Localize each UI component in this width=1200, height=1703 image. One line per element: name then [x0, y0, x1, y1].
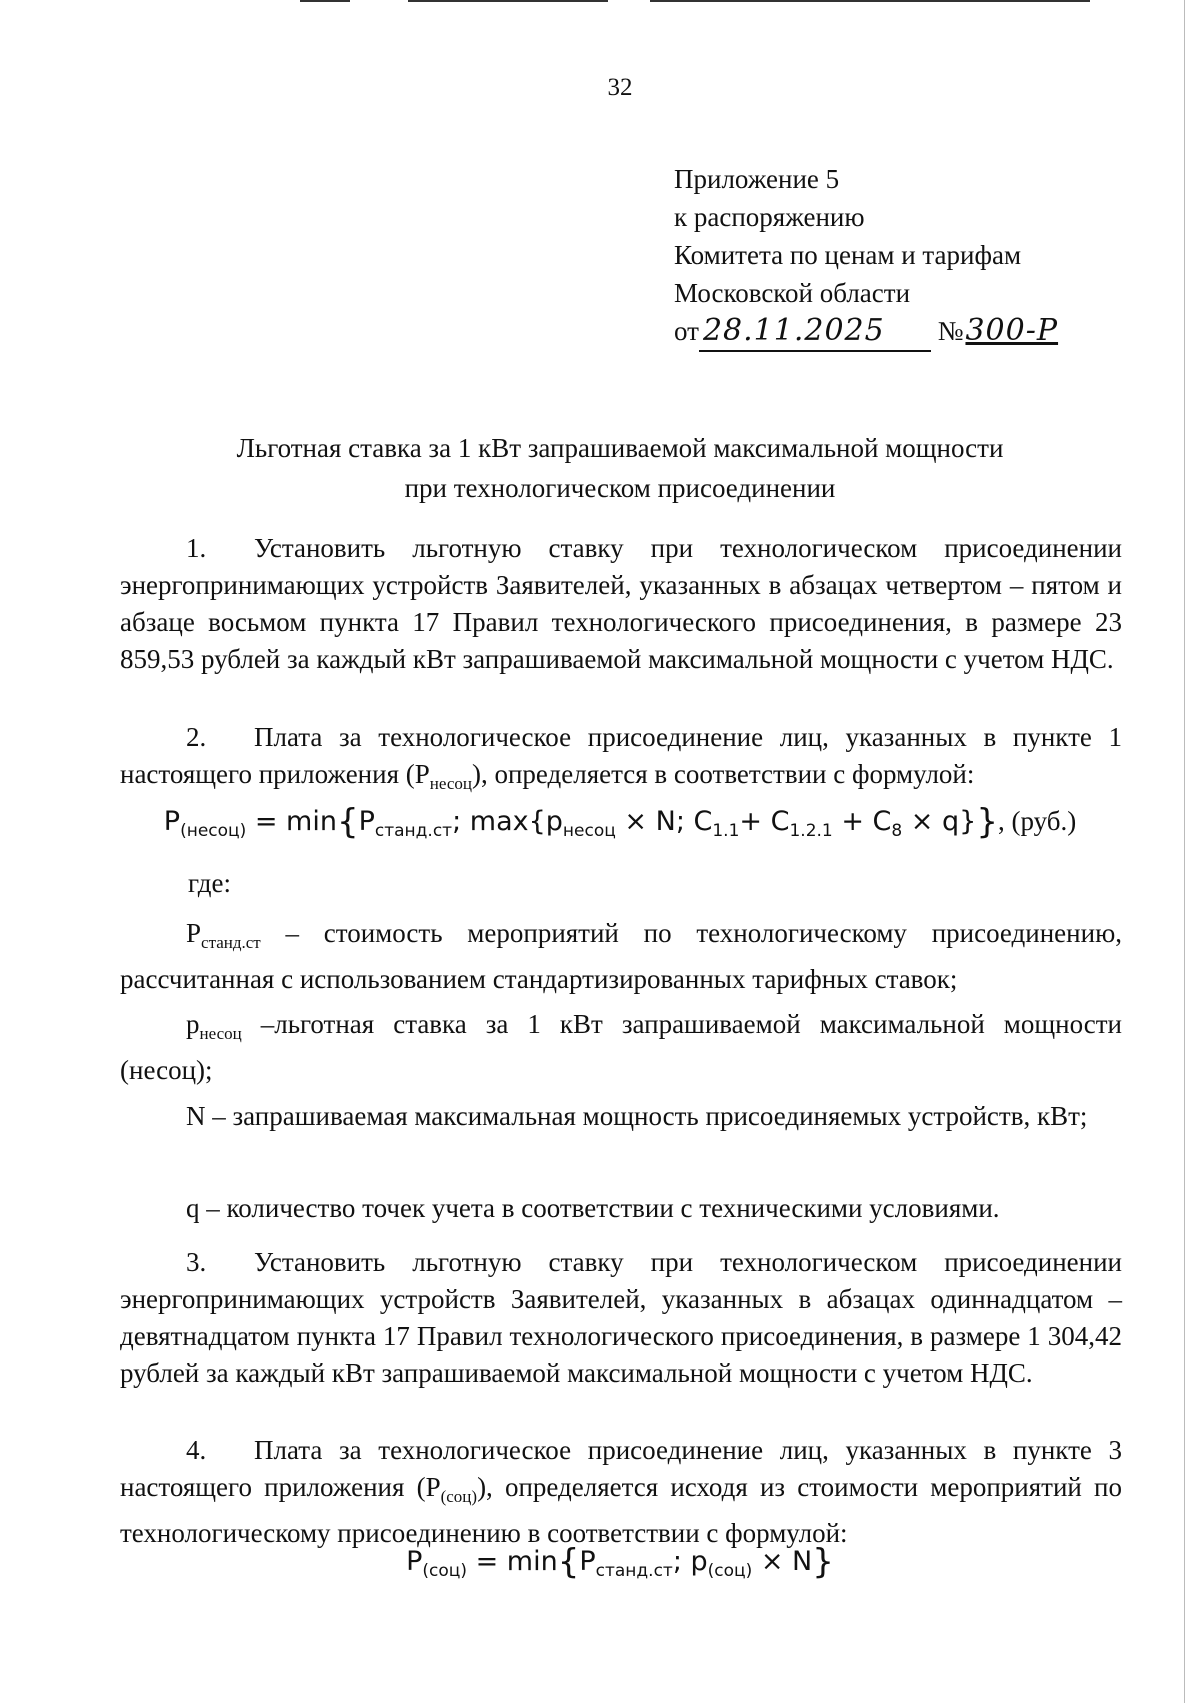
formula-symbol: P — [406, 1546, 423, 1577]
formula-social — [0, 1542, 1200, 1582]
where-text: где: — [188, 868, 231, 898]
formula-text: = min — [466, 1546, 558, 1577]
appendix-line: к распоряжению — [674, 202, 865, 232]
appendix-header — [674, 160, 1058, 352]
paragraph-text: Плата за технологическое присоединение лиц, указанных в пункте 1 настоящего приложения (Р — [120, 722, 1122, 789]
definition-text: – стоимость мероприятий по технологическому присоединению, рассчитанная с использованием стандартизированных тарифных ставок; — [120, 918, 1122, 994]
definition-text: q – количество точек учета в соответствии с техническими условиями. — [186, 1193, 1000, 1223]
definition-subscript: несоц — [199, 1024, 242, 1043]
formula-symbol: P — [579, 1546, 596, 1577]
paragraph-2 — [120, 719, 1122, 802]
formula-text: ; max{p — [452, 806, 563, 837]
formula-brace: } — [976, 802, 998, 842]
paragraph-number: 2. — [186, 722, 207, 752]
paragraph-number: 4. — [186, 1435, 207, 1465]
formula-subscript: (соц) — [422, 1561, 467, 1581]
where-label — [188, 865, 388, 902]
scan-artifact-top — [650, 0, 1090, 2]
paragraph-number: 3. — [186, 1247, 207, 1277]
definition-subscript: станд.ст — [201, 933, 261, 952]
formula-subscript: 1.2.1 — [789, 821, 833, 841]
formula-symbol: P — [358, 806, 375, 837]
formula-brace: { — [557, 1542, 580, 1582]
appendix-line: Московской области — [674, 278, 911, 308]
definition-symbol: Р — [186, 918, 202, 948]
formula-nonsocial — [0, 802, 1200, 842]
paragraph-3 — [120, 1244, 1122, 1392]
paragraph-text: Установить льготную ставку при технологическом присоединении энергопринимающих устройств Заявителей, указанных в абзацах четвертом – пятом и абзаце восьмом пункта 17 Правил технологического присоединения, в размере 23 859,53 рублей за каждый кВт запрашиваемой максимальной мощности с учетом НДС. — [120, 533, 1122, 674]
formula-brace: { — [336, 802, 359, 842]
formula-brace: } — [812, 1542, 834, 1582]
definition-p-nonsocial — [120, 1006, 1122, 1089]
formula-subscript: станд.ст — [374, 821, 453, 841]
title-line: при технологическом присоединении — [404, 473, 836, 503]
scan-artifact-top — [300, 0, 350, 2]
definition-q — [120, 1190, 1122, 1227]
paragraph-4 — [120, 1432, 1122, 1552]
scan-artifact-right — [1184, 0, 1185, 1703]
paragraph-1 — [120, 530, 1122, 678]
formula-text: = min — [246, 806, 337, 837]
formula-subscript: (соц) — [707, 1561, 753, 1581]
formula-text: + C — [832, 806, 892, 837]
title-line: Льготная ставка за 1 кВт запрашиваемой максимальной мощности — [236, 433, 1004, 463]
appendix-date-number — [674, 312, 1058, 352]
formula-text: ; p — [672, 1546, 708, 1577]
definition-text: N – запрашиваемая максимальная мощность присоединяемых устройств, кВт; — [186, 1101, 1088, 1131]
definition-text: –льготная ставка за 1 кВт запрашиваемой максимальной мощности (несоц); — [120, 1009, 1122, 1085]
formula-text: + C — [739, 806, 790, 837]
subscript: несоц — [429, 774, 472, 793]
formula-subscript: (несоц) — [180, 821, 247, 841]
handwritten-number: 300-Р — [965, 313, 1059, 348]
document-title — [100, 428, 1140, 508]
definition-symbol: р — [186, 1009, 200, 1039]
formula-subscript: станд.ст — [595, 1561, 673, 1581]
paragraph-text: ), определяется исходя из стоимости мероприятий по технологическому присоединению в соответствии с формулой: — [120, 1472, 1122, 1548]
scan-artifact-top — [408, 0, 608, 2]
formula-subscript: несоц — [562, 821, 616, 841]
formula-subscript: 8 — [891, 821, 903, 841]
paragraph-number: 1. — [186, 533, 207, 563]
formula-text: × N — [752, 1546, 813, 1577]
formula-text: × N; C — [615, 806, 713, 837]
definition-p-standard — [120, 915, 1122, 998]
number-prefix: № — [937, 316, 964, 346]
handwritten-date: 28.11.2025 — [699, 312, 931, 352]
definition-n — [120, 1098, 1122, 1135]
formula-unit: , (руб.) — [997, 806, 1077, 836]
appendix-line: Приложение 5 — [674, 164, 840, 194]
paragraph-text: Установить льготную ставку при технологическом присоединении энергопринимающих устройств Заявителей, указанных в абзацах одиннадцатом – девятнадцатом пункта 17 Правил технологического присоединения, в размере 1 304,42 рублей за каждый кВт запрашиваемой максимальной мощности с учетом НДС. — [120, 1247, 1122, 1388]
subscript: (соц) — [440, 1487, 478, 1506]
paragraph-text: Плата за технологическое присоединение лиц, указанных в пункте 3 настоящего приложения (Р — [120, 1435, 1122, 1502]
formula-text: × q} — [902, 806, 977, 837]
date-prefix: от — [674, 316, 699, 346]
page-number: 32 — [607, 74, 633, 101]
paragraph-text: ), определяется в соответствии с формулой: — [471, 759, 975, 789]
formula-subscript: 1.1 — [712, 821, 740, 841]
formula-symbol: P — [163, 806, 181, 837]
appendix-line: Комитета по ценам и тарифам — [674, 240, 1022, 270]
